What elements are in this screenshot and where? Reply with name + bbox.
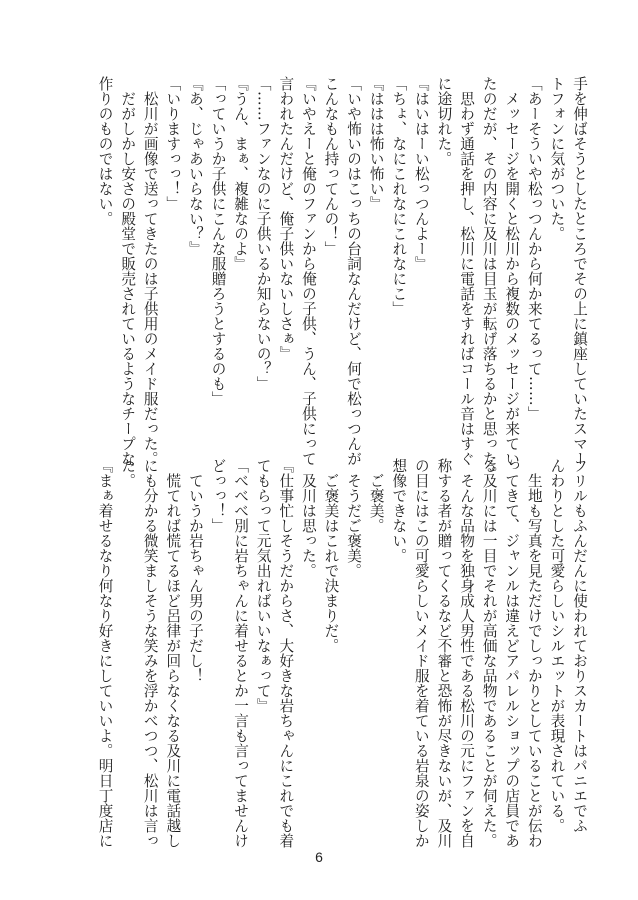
- text-line: 「あーそういや松っつんから何か来てるって……」: [525, 76, 543, 421]
- text-line: んわりとした可愛らしいシルエットが表現されている。: [548, 458, 566, 833]
- text-line: 称する者が贈ってくるなど不審と恐怖が尽きないが、及川: [435, 458, 453, 848]
- text-line: 想像できない。: [390, 458, 408, 563]
- text-line: トフォンに気がついた。: [548, 76, 566, 241]
- text-line: 作りのものではない。: [96, 76, 114, 226]
- text-line: 及川は思った。: [299, 458, 317, 578]
- page-number: 6: [315, 849, 323, 865]
- text-block-bottom: [93, 458, 590, 848]
- text-line: こんなもん持ってんの！」: [322, 76, 340, 256]
- text-line: そんな品物を独身成人男性である松川の元にファンを自: [458, 458, 476, 848]
- text-line: ご褒美。: [367, 458, 385, 533]
- text-line: 『仕事忙しそうだからさ、大好きな岩ちゃんにこれでも着: [277, 458, 295, 848]
- text-line: 『あ、じゃあいらない？』: [186, 76, 204, 256]
- text-line: フリルもふんだんに使われておりスカートはパニエでふ: [571, 458, 588, 833]
- text-line: にも分かる微笑ましそうな笑みを浮かべつつ、松川は言っ: [141, 458, 159, 848]
- text-line: 『ははは怖い怖い』: [367, 76, 385, 211]
- text-line: 生地も写真を見ただけでしっかりとしていることが伝わ: [525, 458, 543, 848]
- text-line: てもらって元気出ればいいなぁって』: [254, 458, 272, 713]
- text-line: 「いや怖いのはこっちの台詞なんだけど、何で松っつんが: [345, 76, 363, 466]
- text-block-top: [93, 76, 590, 481]
- text-line: 松川が画像で送ってきたのは子供用のメイド服だった。: [141, 76, 159, 466]
- text-line: 慌てれば慌てるほど呂律が回らなくなる及川に電話越し: [164, 458, 182, 848]
- text-line: ていうか岩ちゃん男の子だし！: [186, 458, 204, 683]
- text-line: た。: [119, 458, 137, 488]
- text-line: そうだご褒美。: [345, 458, 363, 578]
- text-line: メッセージを開くと松川から複数のメッセージが来てい: [503, 76, 521, 466]
- text-line: の目にはこの可愛らしいメイド服を着ている岩泉の姿しか: [412, 458, 430, 848]
- text-line: 「べべべ別に岩ちゃんに着せるとか一言も言ってませんけ: [232, 458, 250, 848]
- text-line: 思わず通話を押し、松川に電話をすればコール音はすぐ: [458, 76, 476, 466]
- text-line: 『うん、まぁ、複雑なのよ』: [232, 76, 250, 271]
- text-line: 「……ファンなのに子供いるか知らないの？」: [254, 76, 272, 391]
- text-line: 『まぁ着せるなり何なり好きにしていいよ。明日丁度店に: [96, 458, 114, 848]
- text-line: 言われたんだけど、俺子供いないしさぁ』: [277, 76, 295, 361]
- text-line: 『はいはーい松っつんよー』: [412, 76, 430, 271]
- text-line: に途切れた。: [435, 76, 453, 166]
- text-line: ってきて、ジャンルは違えどアパレルショップの店員であ: [503, 458, 521, 848]
- text-line: る及川には一目でそれが高価な品物であることが伺えた。: [480, 458, 498, 848]
- text-line: 「ちょ、なにこれなにこれなにこ」: [390, 76, 408, 316]
- text-line: 「いりますっっ！」: [164, 76, 182, 211]
- text-line: ご褒美はこれで決まりだ。: [322, 458, 340, 653]
- text-line: どっっ！」: [209, 458, 227, 533]
- text-line: 『いやえーと俺のファンから俺の子供、うん、子供にって: [299, 76, 317, 466]
- text-line: 手を伸ばそうとしたところでその上に鎮座していたスマー: [571, 76, 588, 466]
- text-line: だがしかし安さの殿堂で販売されているようなチープな: [119, 76, 137, 466]
- text-line: たのだが、その内容に及川は目玉が転げ落ちるかと思った。: [480, 76, 498, 481]
- text-line: 「っていうか子供にこんな服贈ろうとするのも」: [209, 76, 227, 406]
